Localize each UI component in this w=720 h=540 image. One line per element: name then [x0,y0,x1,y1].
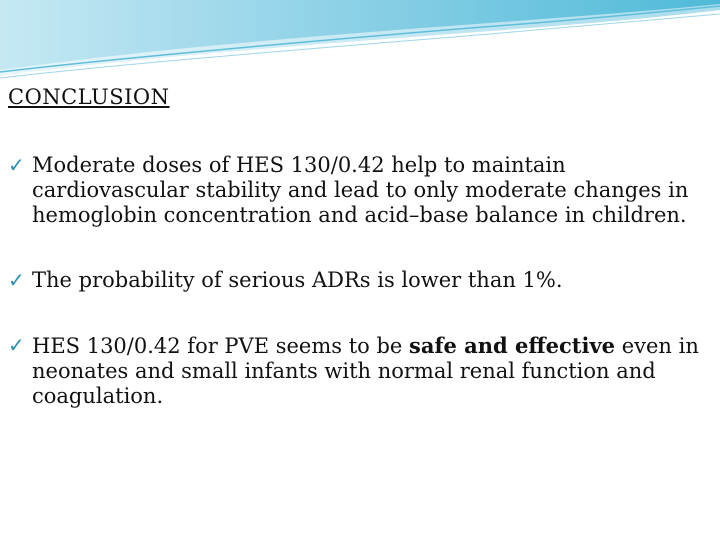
check-mark-icon: ✓ [8,333,25,357]
bullet-text-emphasis: safe and effective [409,333,616,358]
decorative-wave-banner [0,0,720,80]
bullet-list [8,153,708,409]
bullet-item-3 [8,333,708,409]
bullet-text: The probability of serious ADRs is lower than 1%. [32,268,563,292]
bullet-text-before: HES 130/0.42 for PVE seems to be [32,334,410,358]
check-mark-icon: ✓ [8,153,25,177]
bullet-item-2 [8,268,708,293]
bullet-text-after: even in neonates and small infants with normal renal function and coagulation. [32,334,699,408]
slide-title: CONCLUSION [8,85,170,109]
bullet-text: Moderate doses of HES 130/0.42 help to maintain cardiovascular stability and lead to only moderate changes in hemoglobin concentration and acid–base balance in children. [32,153,689,227]
bullet-item-1 [8,153,708,228]
check-mark-icon: ✓ [8,268,25,292]
